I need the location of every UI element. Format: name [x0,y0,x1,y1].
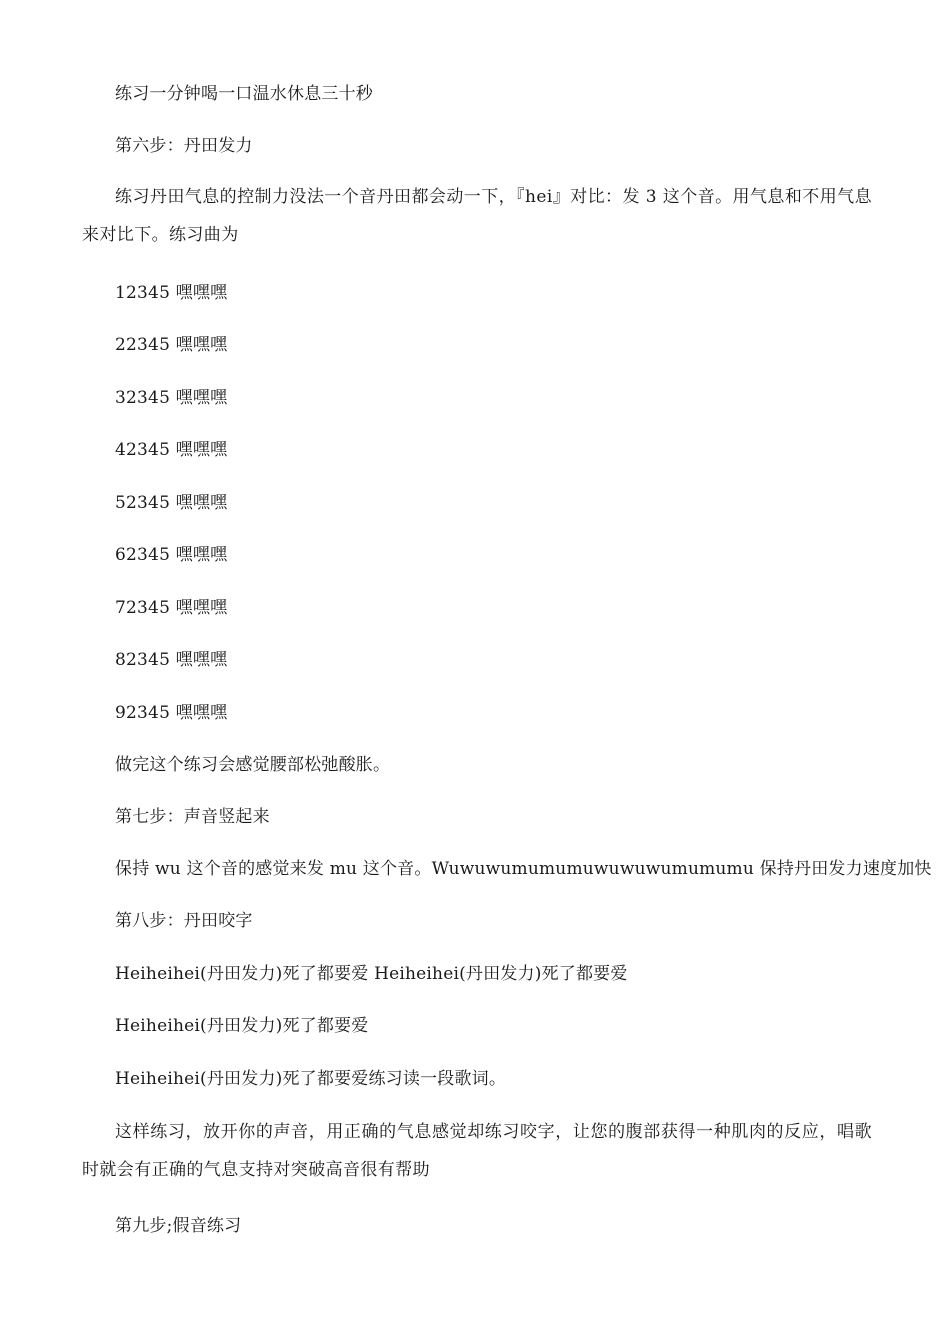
heading-step-eight: 第八步：丹田咬字 [115,911,253,931]
heading-step-nine: 第九步;假音练习 [115,1216,242,1236]
exercise-line-8: 82345 嘿嘿嘿 [115,650,228,670]
paragraph-heiheihei-2: Heiheihei(丹田发力)死了都要爱 [115,1016,369,1036]
exercise-line-7: 72345 嘿嘿嘿 [115,598,228,618]
exercise-line-5: 52345 嘿嘿嘿 [115,493,228,513]
exercise-line-1: 12345 嘿嘿嘿 [115,283,228,303]
paragraph-rest-instruction: 练习一分钟喝一口温水休息三十秒 [115,84,373,104]
exercise-line-2: 22345 嘿嘿嘿 [115,335,228,355]
exercise-line-3: 32345 嘿嘿嘿 [115,388,228,408]
heading-step-seven: 第七步：声音竖起来 [115,807,270,827]
paragraph-practice-summary: 这样练习，放开你的声音，用正确的气息感觉却练习咬字，让您的腹部获得一种肌肉的反应，唱歌时就会有正确的气息支持对突破高音很有帮助 [82,1122,872,1180]
paragraph-dantian-control: 练习丹田气息的控制力没法一个音丹田都会动一下，『hei』对比：发 3 这个音。用气息和不用气息来对比下。练习曲为 [82,187,872,245]
exercise-line-4: 42345 嘿嘿嘿 [115,440,228,460]
paragraph-heiheihei-1: Heiheihei(丹田发力)死了都要爱 Heiheihei(丹田发力)死了都要爱 [115,964,628,984]
paragraph-after-exercise: 做完这个练习会感觉腰部松弛酸胀。 [115,755,391,775]
paragraph-heiheihei-3: Heiheihei(丹田发力)死了都要爱练习读一段歌词。 [115,1069,507,1089]
exercise-line-6: 62345 嘿嘿嘿 [115,545,228,565]
exercise-line-9: 92345 嘿嘿嘿 [115,703,228,723]
paragraph-wu-mu: 保持 wu 这个音的感觉来发 mu 这个音。Wuwuwumumumuwuwuwumumumu 保持丹田发力速度加快 [115,859,932,879]
heading-step-six: 第六步：丹田发力 [115,136,253,156]
